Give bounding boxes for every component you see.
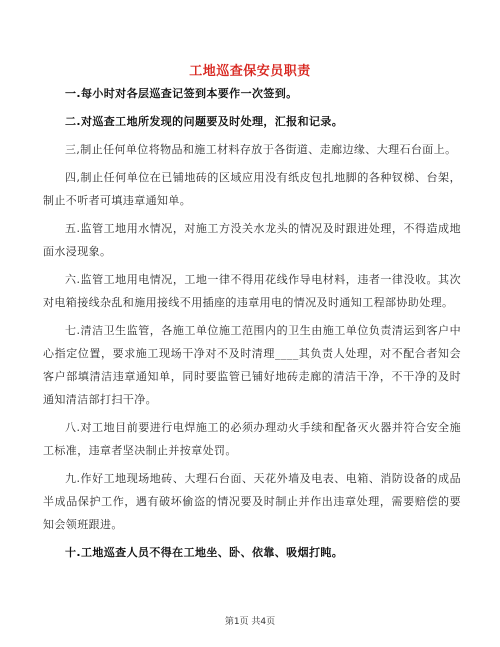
paragraph-1: 一.每小时对各层巡查记签到本要作一次签到。 xyxy=(65,87,298,100)
paragraph-9: 九.作好工地现场地砖、大理石台面、天花外墙及电表、电箱、消防设备的成品半成品保护工作，遇有破坏偷盗的情况要及时制止并作出违章处理，需要赔偿的要知会领班跟进。 xyxy=(43,472,461,531)
paragraph-7: 七.清洁卫生监管，各施工单位施工范围内的卫生由施工单位负责清运到客户中心指定位置，要求施工现场干净对不及时清理____其负责人处理，对不配合者知会客户部填清洁违章通知单，同时要监管已铺好地砖走廊的清洁干净，不干净的及时通知清洁部打扫干净。 xyxy=(43,324,461,406)
paragraph-2: 二.对巡查工地所发现的问题要及时处理，汇报和记录。 xyxy=(65,115,344,128)
paragraph-8: 八.对工地目前要进行电焊施工的必须办理动火手续和配备灭火器并符合安全施工标准，违章者坚决制止并按章处罚。 xyxy=(43,421,461,457)
paragraph-3: 三,制止任何单位将物品和施工材料存放于各街道、走廊边缘、大理石台面上。 xyxy=(65,143,457,156)
document-title: 工地巡查保安员职责 xyxy=(189,64,311,79)
paragraph-6: 六.监管工地用电情况，工地一律不得用花线作导电材料，违者一律没收。其次对电箱接线杂乱和施用接线不用插座的违章用电的情况及时通知工程部协助处理。 xyxy=(43,273,461,309)
document-body xyxy=(43,82,461,569)
page-footer: 第1页 共4页 xyxy=(224,617,276,627)
paragraph-4: 四,制止任何单位在已铺地砖的区域应用没有纸皮包扎地脚的各种钗梯、台架，制止不听者可填违章通知单。 xyxy=(43,171,461,207)
paragraph-5: 五.监管工地用水情况，对施工方没关水龙头的情况及时跟进处理，不得造成地面水浸现象。 xyxy=(43,222,461,258)
paragraph-10: 十.工地巡查人员不得在工地坐、卧、依靠、吸烟打盹。 xyxy=(65,546,344,559)
